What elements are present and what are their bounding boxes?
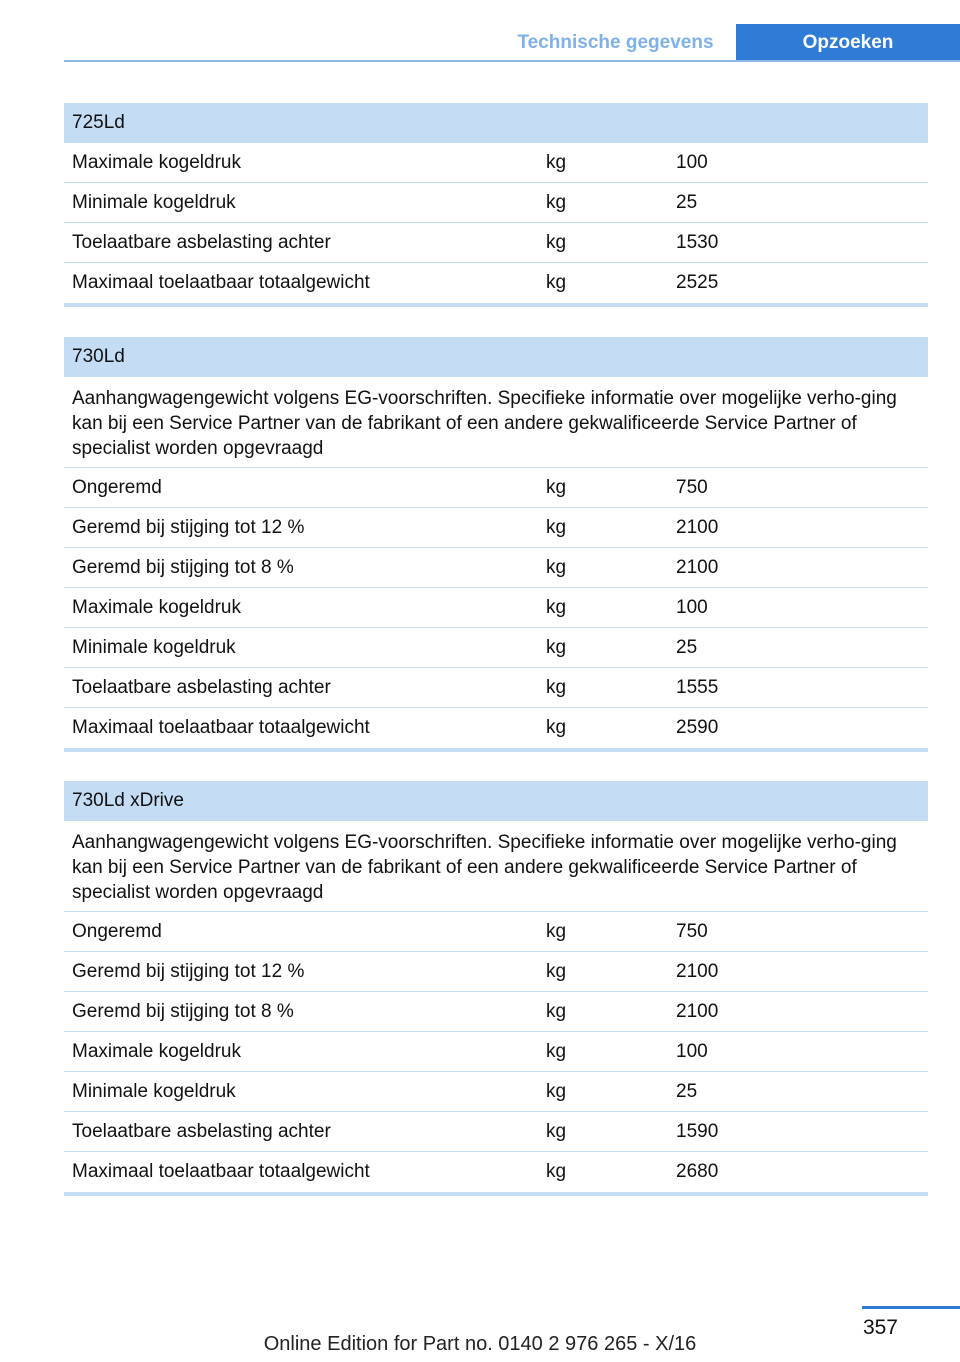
row-value: 1555 [676,677,719,698]
table-row [64,263,928,307]
table-row [64,952,928,992]
edition-footer: Online Edition for Part no. 0140 2 976 265 - X/16 [263,1333,697,1355]
row-unit: kg [546,637,567,658]
table-row [64,588,928,628]
row-unit: kg [546,152,567,173]
table-row [64,143,928,183]
header-divider [64,60,960,62]
row-label: Maximale kogeldruk [72,152,241,173]
row-label: Ongeremd [72,477,162,498]
row-label: Minimale kogeldruk [72,637,236,658]
row-label: Maximale kogeldruk [72,597,241,618]
table-row [64,708,928,752]
row-value: 100 [676,152,708,173]
row-unit: kg [546,192,567,213]
row-value: 25 [676,192,698,213]
row-unit: kg [546,1121,567,1142]
active-tab[interactable]: Opzoeken [736,24,960,61]
row-unit: kg [546,477,567,498]
table-note: Aanhangwagengewicht volgens EG-voorschriften. Specifieke informatie over mogelijke verho-ging kan bij een Service Partner van de fabrikant of een andere gekwalificeerde Service Partner of specialist worden opgevraagd [64,377,928,468]
row-unit: kg [546,597,567,618]
table-row [64,992,928,1032]
row-value: 2590 [676,717,719,738]
table-body [64,912,928,1196]
row-unit: kg [546,717,567,738]
table-row [64,508,928,548]
table-title: 725Ld [64,103,928,143]
row-value: 2100 [676,1001,719,1022]
row-label: Maximale kogeldruk [72,1041,241,1062]
row-value: 750 [676,921,708,942]
row-label: Ongeremd [72,921,162,942]
section-tab[interactable]: Technische gegevens [517,32,714,53]
table-row [64,183,928,223]
table-row [64,1112,928,1152]
spec-table-725ld [64,103,928,307]
table-body [64,143,928,307]
row-label: Minimale kogeldruk [72,1081,236,1102]
row-value: 2100 [676,961,719,982]
row-label: Maximaal toelaatbaar totaalgewicht [72,272,370,293]
spec-table-730ld [64,337,928,752]
page-number: 357 [862,1316,898,1339]
row-value: 2100 [676,517,719,538]
table-title: 730Ld [64,337,928,377]
row-label: Geremd bij stijging tot 12 % [72,517,305,538]
table-note: Aanhangwagengewicht volgens EG-voorschriften. Specifieke informatie over mogelijke verho-ging kan bij een Service Partner van de fabrikant of een andere gekwalificeerde Service Partner of specialist worden opgevraagd [64,821,928,912]
row-unit: kg [546,557,567,578]
row-label: Maximaal toelaatbaar totaalgewicht [72,717,370,738]
row-label: Geremd bij stijging tot 8 % [72,1001,294,1022]
table-row [64,668,928,708]
row-unit: kg [546,272,567,293]
table-row [64,223,928,263]
row-label: Geremd bij stijging tot 12 % [72,961,305,982]
table-row [64,1152,928,1196]
row-label: Toelaatbare asbelasting achter [72,232,331,253]
row-unit: kg [546,921,567,942]
row-label: Toelaatbare asbelasting achter [72,677,331,698]
row-unit: kg [546,232,567,253]
table-row [64,628,928,668]
footer-divider [862,1306,960,1309]
row-label: Toelaatbare asbelasting achter [72,1121,331,1142]
row-value: 25 [676,637,698,658]
row-unit: kg [546,677,567,698]
row-value: 1530 [676,232,719,253]
table-row [64,1072,928,1112]
row-unit: kg [546,1041,567,1062]
row-value: 2680 [676,1161,719,1182]
table-row [64,1032,928,1072]
row-unit: kg [546,1081,567,1102]
table-row [64,468,928,508]
row-label: Geremd bij stijging tot 8 % [72,557,294,578]
row-unit: kg [546,1001,567,1022]
row-value: 2100 [676,557,719,578]
row-unit: kg [546,517,567,538]
row-unit: kg [546,1161,567,1182]
row-value: 2525 [676,272,719,293]
row-value: 100 [676,1041,708,1062]
page-header [0,0,960,62]
table-row [64,548,928,588]
row-value: 25 [676,1081,698,1102]
table-row [64,912,928,952]
row-value: 1590 [676,1121,719,1142]
row-unit: kg [546,961,567,982]
row-value: 100 [676,597,708,618]
row-value: 750 [676,477,708,498]
row-label: Minimale kogeldruk [72,192,236,213]
spec-table-730ld-xdrive [64,781,928,1196]
row-label: Maximaal toelaatbaar totaalgewicht [72,1161,370,1182]
table-body [64,468,928,752]
table-title: 730Ld xDrive [64,781,928,821]
